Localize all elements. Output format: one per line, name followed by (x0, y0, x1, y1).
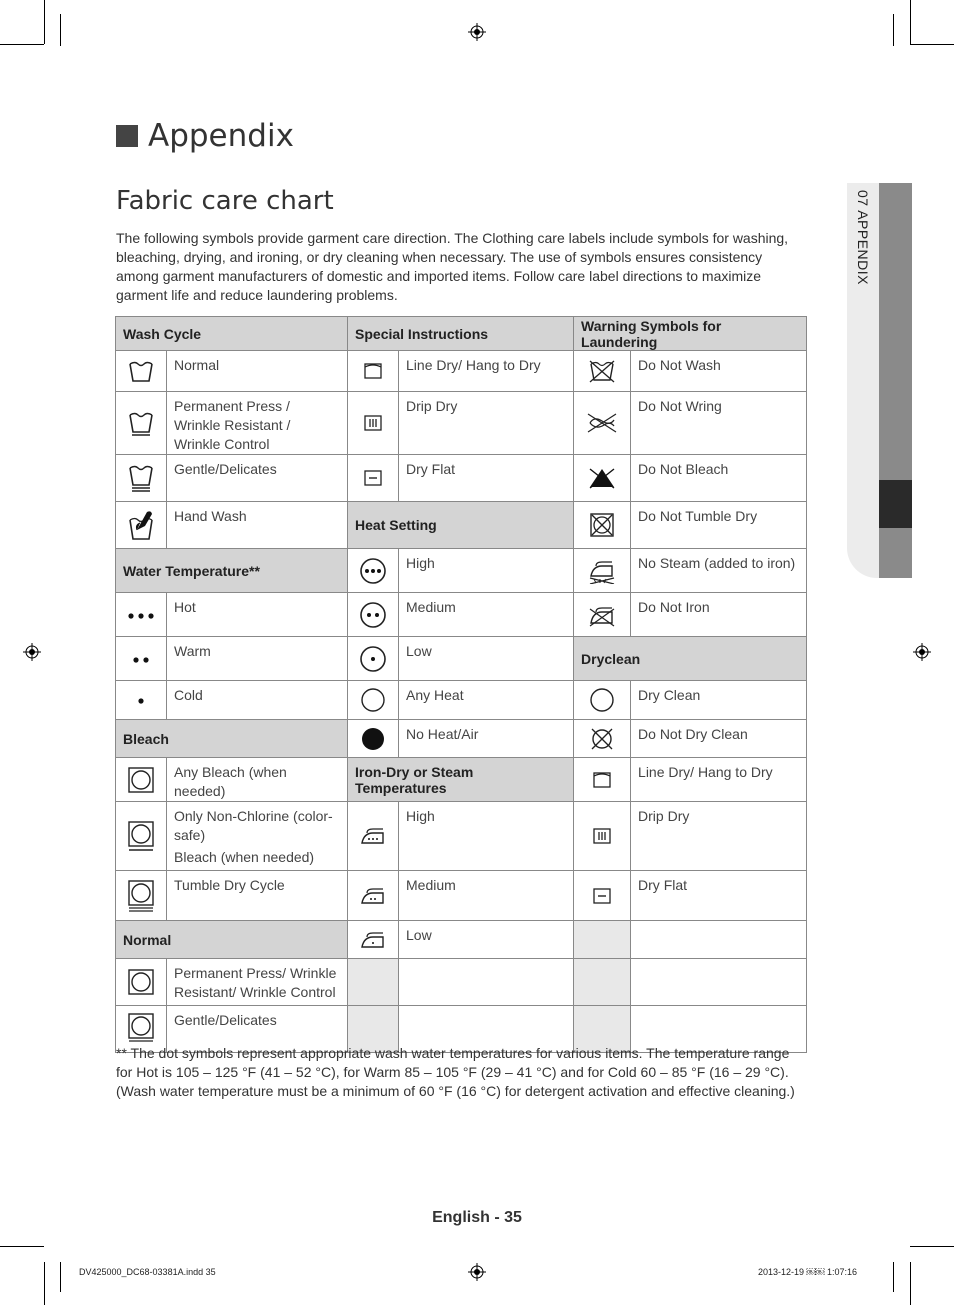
cell-text: Line Dry/ Hang to Dry (399, 351, 574, 392)
cell-text: Gentle/Delicates (167, 1006, 348, 1053)
dry-clean-icon (574, 681, 631, 720)
cell-text: Gentle/Delicates (167, 455, 348, 502)
cell-text: Dry Flat (399, 455, 574, 502)
cell-text: Low (399, 921, 574, 959)
cell-text: Do Not Bleach (631, 455, 807, 502)
do-not-bleach-icon (574, 455, 631, 502)
temperature-dots-icon (116, 681, 167, 720)
no-steam-icon (574, 549, 631, 593)
cell-text (167, 802, 348, 871)
fabric-care-table (115, 316, 807, 1053)
print-slug-file: DV425000_DC68-03381A.indd 35 (79, 1267, 216, 1277)
cell-text: Do Not Iron (631, 593, 807, 637)
cell-text: No Heat/Air (399, 720, 574, 758)
dot-circle-icon (348, 549, 399, 593)
cell-text: Medium (399, 593, 574, 637)
do-not-tumble-dry-icon (574, 502, 631, 549)
crop-mark (0, 1246, 44, 1247)
cell-text: Normal (167, 351, 348, 392)
cell-text: Medium (399, 871, 574, 921)
registration-mark-icon (23, 643, 41, 661)
cell-text: Any Bleach (when needed) (167, 758, 348, 802)
crop-mark (910, 0, 911, 44)
crop-mark (0, 44, 44, 45)
temperature-dots-icon (116, 637, 167, 681)
registration-mark-icon (468, 23, 486, 41)
tumble-dry-icon (116, 959, 167, 1006)
cell-text: Dry Flat (631, 871, 807, 921)
crop-mark (44, 1262, 45, 1305)
registration-mark-icon (913, 643, 931, 661)
side-tab-label: 07 APPENDIX (855, 190, 871, 285)
cell-text: Line Dry/ Hang to Dry (631, 758, 807, 802)
page-subtitle: Fabric care chart (116, 186, 334, 216)
cell-text: Low (399, 637, 574, 681)
dot-circle-icon (348, 637, 399, 681)
dry-flat-icon (574, 871, 631, 921)
header-bleach: Bleach (116, 720, 348, 758)
tumble-dry-icon (116, 802, 167, 871)
tumble-dry-icon (116, 758, 167, 802)
drip-dry-icon (348, 392, 399, 455)
empty-cell (574, 921, 631, 959)
wash-tub-icon (116, 392, 167, 455)
cell-text: Permanent Press/ Wrinkle Resistant/ Wrinkle Control (167, 959, 348, 1006)
header-dryclean: Dryclean (574, 637, 807, 681)
cell-text: Do Not Dry Clean (631, 720, 807, 758)
cell-text: Cold (167, 681, 348, 720)
do-not-iron-icon (574, 593, 631, 637)
wash-tub-icon (116, 351, 167, 392)
cell-text: Do Not Wash (631, 351, 807, 392)
header-wash-cycle: Wash Cycle (116, 317, 348, 351)
cell-line: Bleach (when needed) (174, 849, 315, 865)
empty-cell (631, 921, 807, 959)
section-title: Appendix (148, 118, 294, 154)
empty-cell (631, 959, 807, 1006)
cell-text: Warm (167, 637, 348, 681)
cell-text: High (399, 802, 574, 871)
crop-mark (60, 1262, 61, 1292)
crop-mark (910, 44, 954, 45)
tumble-dry-icon (116, 871, 167, 921)
header-warning-symbols: Warning Symbols for Laundering (574, 317, 807, 351)
section-heading (116, 118, 294, 154)
drip-dry-icon (574, 802, 631, 871)
heading-square-icon (116, 125, 138, 147)
cell-text: Do Not Wring (631, 392, 807, 455)
crop-mark (44, 0, 45, 44)
dot-circle-icon (348, 593, 399, 637)
do-not-wash-icon (574, 351, 631, 392)
cell-text: Do Not Tumble Dry (631, 502, 807, 549)
do-not-wring-icon (574, 392, 631, 455)
header-water-temperature: Water Temperature** (116, 549, 348, 593)
crop-mark (60, 14, 61, 46)
crop-mark (910, 1246, 954, 1247)
cell-text: Hand Wash (167, 502, 348, 549)
empty-cell (574, 959, 631, 1006)
header-heat-setting: Heat Setting (348, 502, 574, 549)
crop-mark (893, 1262, 894, 1292)
dot-circle-icon (348, 720, 399, 758)
header-normal: Normal (116, 921, 348, 959)
cell-text: Drip Dry (399, 392, 574, 455)
page-number: English - 35 (432, 1209, 522, 1226)
wash-tub-icon (116, 455, 167, 502)
cell-text: Tumble Dry Cycle (167, 871, 348, 921)
hand-wash-icon (116, 502, 167, 549)
iron-icon (348, 802, 399, 871)
empty-cell (399, 959, 574, 1006)
print-slug-date: 2013-12-19 ￼￼ 1:07:16 (758, 1267, 858, 1277)
line-dry-icon (348, 351, 399, 392)
line-dry-icon (574, 758, 631, 802)
do-not-dry-clean-icon (574, 720, 631, 758)
crop-mark (910, 1262, 911, 1305)
dry-flat-icon (348, 455, 399, 502)
cell-text: No Steam (added to iron) (631, 549, 807, 593)
iron-icon (348, 921, 399, 959)
cell-text: Dry Clean (631, 681, 807, 720)
cell-text: Permanent Press / Wrinkle Resistant / Wrinkle Control (167, 392, 348, 455)
temperature-dots-icon (116, 593, 167, 637)
intro-paragraph: The following symbols provide garment care direction. The Clothing care labels include symbols for washing, bleaching, drying, and ironing, or dry cleaning when necessary. The use of symbols ensures consistency among garment manufacturers of domestic and imported items. Follow care label directions to maximize garment life and reduce laundering problems. (116, 230, 789, 303)
footnote: ** The dot symbols represent appropriate wash water temperatures for various items. The temperature range for Hot is 105 – 125 °F (41 – 52 °C), for Warm 85 – 105 °F (29 – 41 °C) and for Cold 60 – 85 °F (16 – 29 °C). (Wash water temperature must be a minimum of 60 °F (16 °C) for detergent activation and effective cleaning.) (116, 1045, 795, 1099)
empty-cell (348, 959, 399, 1006)
cell-line: Only Non-Chlorine (color-safe) (174, 808, 333, 843)
crop-mark (893, 14, 894, 46)
cell-text: High (399, 549, 574, 593)
header-iron-temperatures: Iron-Dry or Steam Temperatures (348, 758, 574, 802)
cell-text: Drip Dry (631, 802, 807, 871)
header-special-instructions: Special Instructions (348, 317, 574, 351)
iron-icon (348, 871, 399, 921)
cell-text: Any Heat (399, 681, 574, 720)
dot-circle-icon (348, 681, 399, 720)
registration-mark-icon (468, 1263, 486, 1281)
cell-text: Hot (167, 593, 348, 637)
